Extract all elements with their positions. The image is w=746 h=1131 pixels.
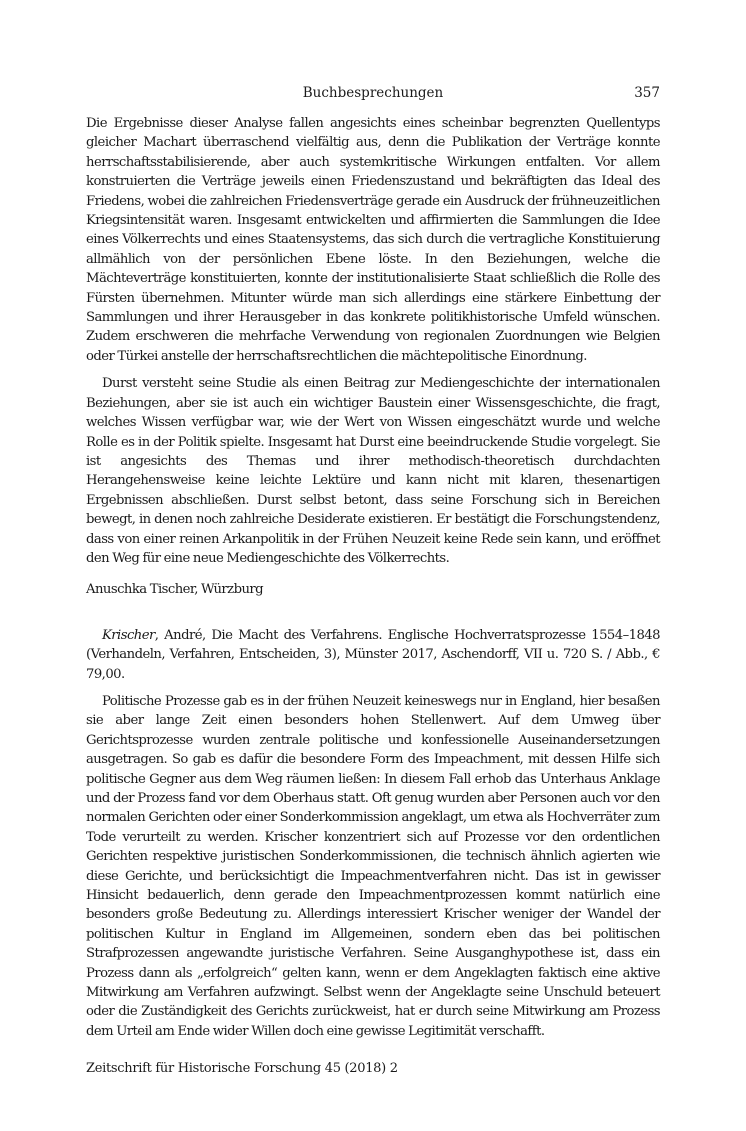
body-text: [86, 114, 660, 1041]
review1-paragraph-1: Die Ergebnisse dieser Analyse fallen angesichts eines scheinbar begrenzten Quellentyps gleicher Machart überraschend vielfältig aus, denn die Publikation der Verträge konnte herrschaftsstabilisierende, aber auch systemkritische Wirkungen entfalten. Vor allem konstruierten die Verträge jeweils einen Friedenszustand und bekräftigten das Ideal des Friedens, wobei die zahlreichen Friedensverträge gerade ein Ausdruck der frühneuzeitlichen Kriegsintensität waren. Insgesamt entwickelten und affirmierten die Sammlungen die Idee eines Völkerrechts und eines Staatensystems, das sich durch die vertragliche Konstituierung allmählich von der persönlichen Ebene löste. In den Beziehungen, welche die Mächteverträge konstituierten, konnte der institutionalisierte Staat schließlich die Rolle des Fürsten übernehmen. Mitunter würde man sich allerdings eine stärkere Einbettung der Sammlungen und ihrer Herausgeber in das konkrete politikhistorische Umfeld wünschen. Zudem erschweren die mehrfache Verwendung von regionalen Zuordnungen wie Belgien oder Türkei anstelle der herrschaftsrechtlichen die mächtepolitische Einordnung.: [86, 116, 660, 364]
running-head: [86, 83, 660, 103]
review2-citation: , André, Die Macht des Verfahrens. Englische Hochverratsprozesse 1554–1848 (Verhandeln, Verfahren, Entscheiden, 3), Münster 2017, Aschendorff, VII u. 720 S. / Abb., € 79,00.: [86, 627, 660, 682]
page-number: 357: [634, 85, 660, 101]
journal-footer: Zeitschrift für Historische Forschung 45 (2018) 2: [86, 1061, 398, 1076]
review2-bibliographic-header: [86, 626, 660, 684]
review2-paragraph-1: Politische Prozesse gab es in der frühen Neuzeit keineswegs nur in England, hier besaßen sie aber lange Zeit einen besonders hohen Stellenwert. Auf dem Umweg über Gerichtsprozesse wurden zentrale politische und konfessionelle Auseinandersetzungen ausgetragen. So gab es dafür die besondere Form des Impeachment, mit dessen Hilfe sich politische Gegner aus dem Weg räumen ließen: In diesem Fall erhob das Unterhaus Anklage und der Prozess fand vor dem Oberhaus statt. Oft genug wurden aber Personen auch vor den normalen Gerichten oder einer Sonderkommission angeklagt, um etwa als Hochverräter zum Tode verurteilt zu werden. Krischer konzentriert sich auf Prozesse vor den ordentlichen Gerichten respektive juristischen Sonderkommissionen, die technisch ähnlich agierten wie diese Gerichte, und berücksichtigt die Impeachmentverfahren nicht. Das ist in gewisser Hinsicht bedauerlich, denn gerade den Impeachmentprozessen kommt natürlich eine besonders große Bedeutung zu. Allerdings interessiert Krischer weniger der Wandel der politischen Kultur in England im Allgemeinen, sondern eben das bei politischen Strafprozessen angewandte juristische Verfahren. Seine Ausganghypothese ist, dass ein Prozess dann als „erfolgreich“ gelten kann, wenn er dem Angeklagten faktisch eine aktive Mitwirkung am Verfahren aufzwingt. Selbst wenn der Angeklagte seine Unschuld beteuert oder die Zuständigkeit des Gerichts zurückweist, hat er durch seine Mitwirkung am Prozess dem Urteil am Ende wider Willen doch eine gewisse Legitimität verschafft.: [86, 693, 660, 1039]
running-head-title: Buchbesprechungen: [302, 85, 444, 101]
review1-paragraph-2: Durst versteht seine Studie als einen Beitrag zur Mediengeschichte der internationalen Beziehungen, aber sie ist auch ein wichtiger Baustein einer Wissensgeschichte, die fragt, welches Wissen verfügbar war, wie der Wert von Wissen eingeschätzt wurde und welche Rolle es in der Politik spielte. Insgesamt hat Durst eine beeindruckende Studie vorgelegt. Sie ist angesichts des Themas und ihrer methodisch-theoretisch durchdachten Herangehensweise keine leichte Lektüre und kann nicht mit klaren, thesenartigen Ergebnissen abschließen. Durst selbst betont, dass seine Forschung sich in Bereichen bewegt, in denen noch zahlreiche Desiderate existieren. Er bestätigt die Forschungstendenz, dass von einer reinen Arkanpolitik in der Frühen Neuzeit keine Rede sein kann, und eröffnet den Weg für eine neue Mediengeschichte des Völkerrechts.: [86, 376, 660, 566]
reviewer-signature: Anuschka Tischer, Würzburg: [86, 582, 264, 598]
review2-author: Krischer: [102, 627, 155, 643]
